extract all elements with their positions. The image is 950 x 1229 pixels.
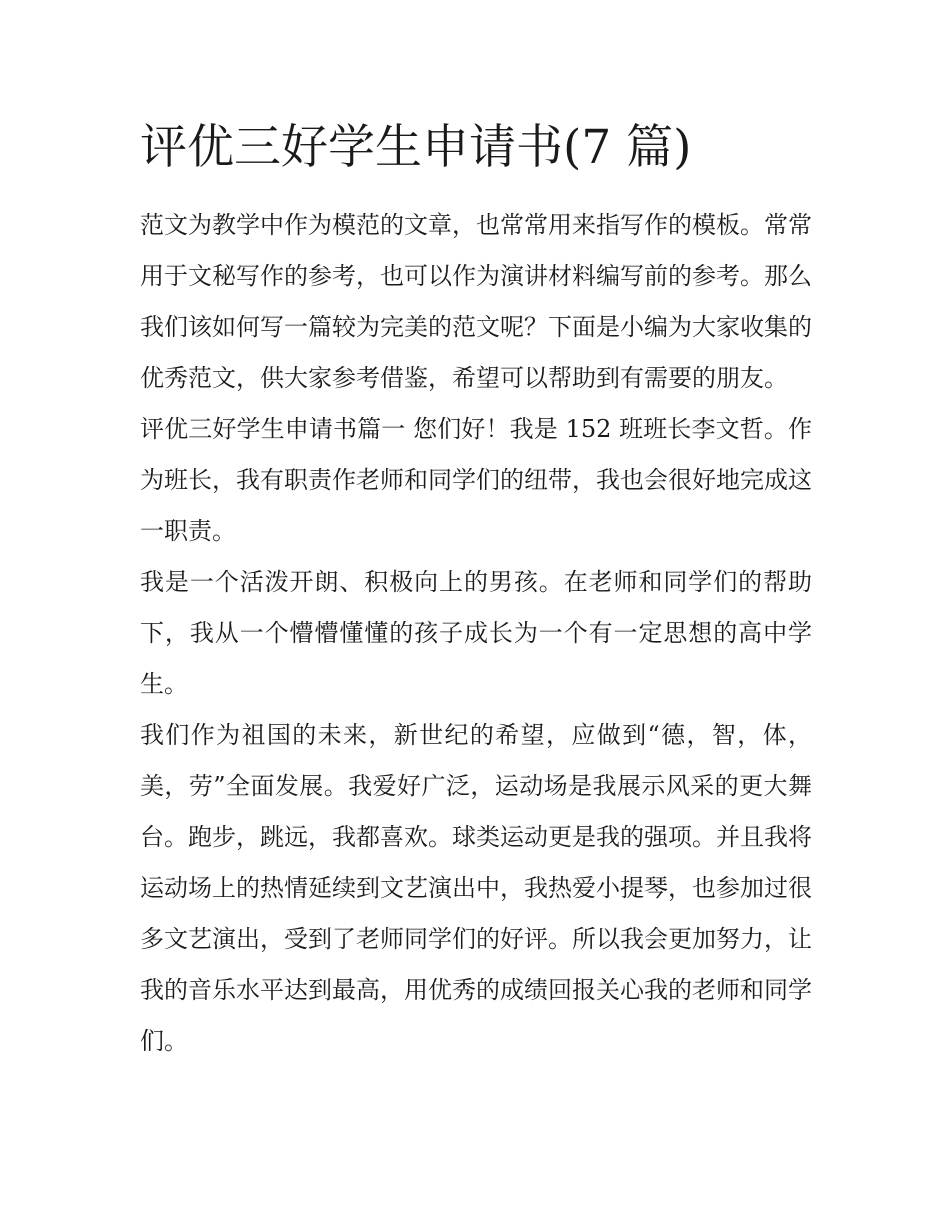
paragraph-application-opening: 评优三好学生申请书篇一 您们好！我是 152 班班长李文哲。作为班长，我有职责作老师和同学们的纽带，我也会很好地完成这一职责。 [140,415,812,545]
paragraph-intro: 范文为教学中作为模范的文章，也常常用来指写作的模板。常常用于文秘写作的参考，也可以作为演讲材料编写前的参考。那么我们该如何写一篇较为完美的范文呢？下面是小编为大家收集的优秀范文，供大家参考借鉴，希望可以帮助到有需要的朋友。 [140,211,812,392]
paragraph-personality: 我是一个活泼开朗、积极向上的男孩。在老师和同学们的帮助下，我从一个懵懵懂懂的孩子成长为一个有一定思想的高中学生。 [140,568,812,698]
document-page [140,118,812,1067]
document-title: 评优三好学生申请书(7 篇) [140,120,692,175]
paragraph-hobbies: 我们作为祖国的未来，新世纪的希望，应做到“德，智，体，美，劳”全面发展。我爱好广泛，运动场是我展示风采的更大舞台。跑步，跳远，我都喜欢。球类运动更是我的强项。并且我将运动场上的热情延续到文艺演出中，我热爱小提琴，也参加过很多文艺演出，受到了老师同学们的好评。所以我会更加努力，让我的音乐水平达到最高，用优秀的成绩回报关心我的老师和同学们。 [140,721,812,1055]
